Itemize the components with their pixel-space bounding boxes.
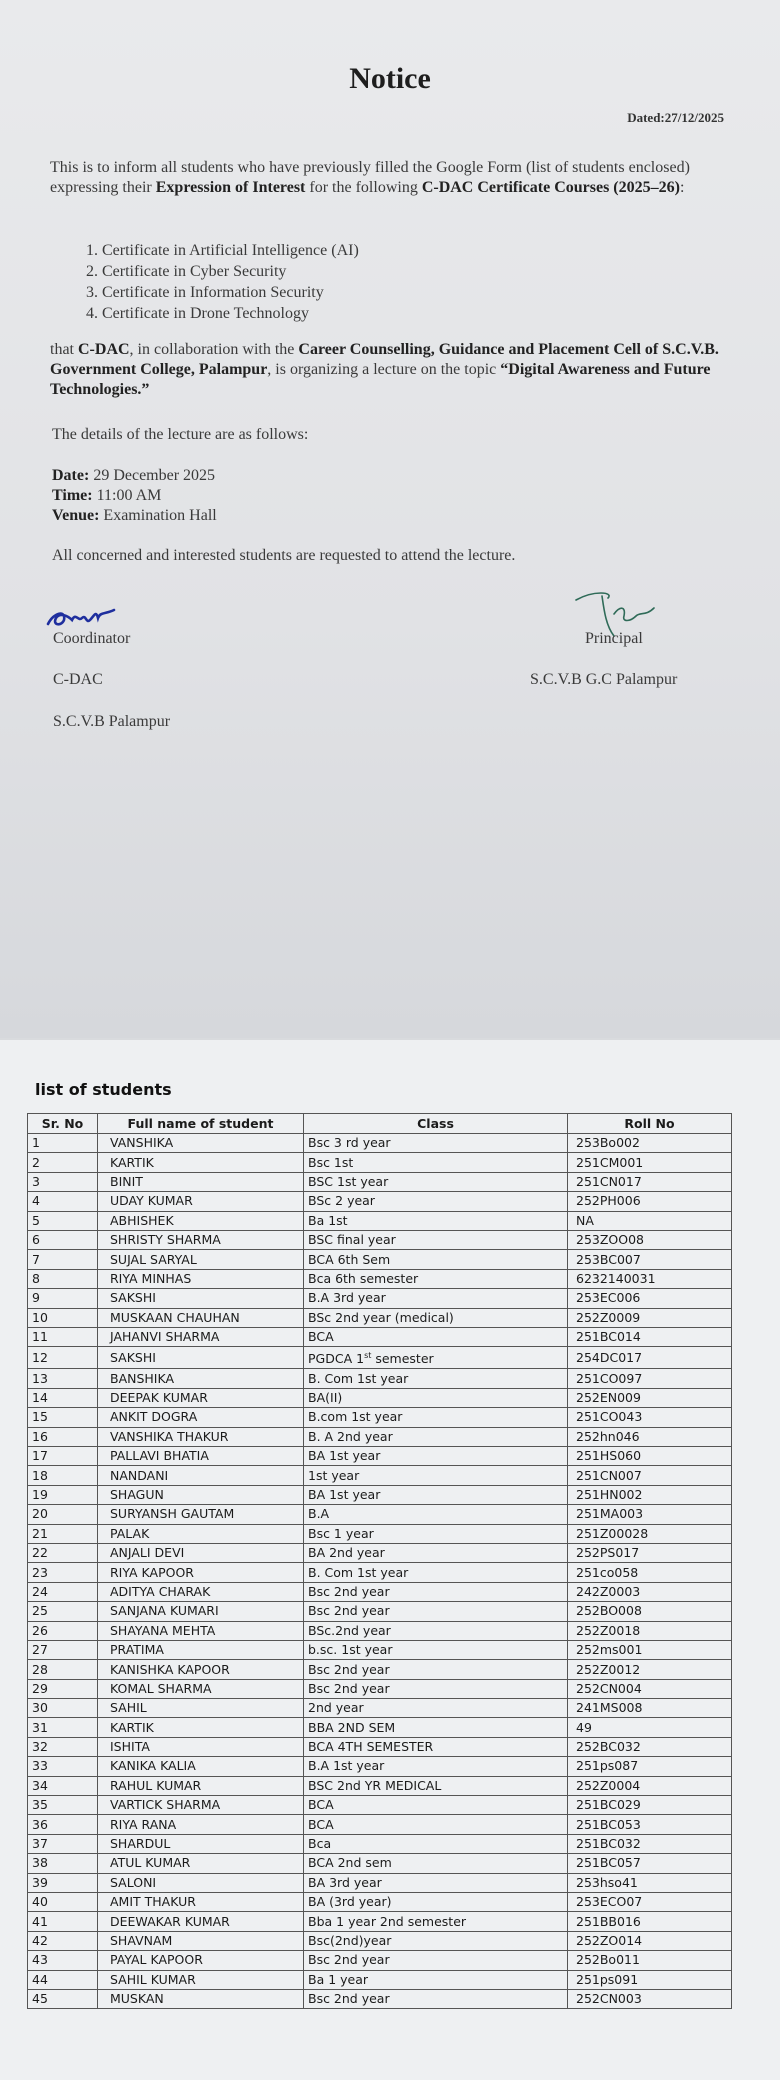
sr-no-cell: 20: [28, 1505, 98, 1524]
sr-no-cell: 29: [28, 1679, 98, 1698]
venue-label: Venue:: [52, 507, 100, 524]
student-name-cell: SAKSHI: [98, 1347, 304, 1369]
sr-no-cell: 12: [28, 1347, 98, 1369]
table-row: [28, 1970, 732, 1989]
course-item: 2. Certificate in Cyber Security: [102, 261, 359, 282]
intro-text-1: This is to inform all students who have previously filled the Google Form (list of students enclosed) expressing their: [50, 159, 690, 196]
roll-no-cell: 251CO097: [568, 1369, 732, 1388]
student-name-cell: SAKSHI: [98, 1289, 304, 1308]
roll-no-cell: 251HS060: [568, 1447, 732, 1466]
student-name-cell: RAHUL KUMAR: [98, 1776, 304, 1795]
table-row: [28, 1621, 732, 1640]
student-name-cell: KOMAL SHARMA: [98, 1679, 304, 1698]
coordinator-title: Coordinator: [53, 630, 131, 647]
table-row: [28, 1873, 732, 1892]
p2-text-3: , is organizing a lecture on the topic: [267, 361, 501, 378]
student-name-cell: NANDANI: [98, 1466, 304, 1485]
student-name-cell: PALAK: [98, 1524, 304, 1543]
sr-no-cell: 27: [28, 1640, 98, 1659]
roll-no-cell: 252ZO014: [568, 1931, 732, 1950]
student-name-cell: ABHISHEK: [98, 1211, 304, 1230]
table-row: [28, 1172, 732, 1191]
class-cell: Bsc 2nd year: [304, 1989, 568, 2008]
table-row: [28, 1230, 732, 1249]
venue-value: Examination Hall: [99, 507, 217, 524]
class-cell: BCA 4TH SEMESTER: [304, 1737, 568, 1756]
sr-no-cell: 41: [28, 1912, 98, 1931]
sr-no-cell: 43: [28, 1951, 98, 1970]
roll-no-cell: NA: [568, 1211, 732, 1230]
table-row: [28, 1854, 732, 1873]
student-list-title: list of students: [35, 1080, 172, 1099]
roll-no-cell: 253EC006: [568, 1289, 732, 1308]
header-class: Class: [304, 1114, 568, 1134]
roll-no-cell: 252Z0018: [568, 1621, 732, 1640]
sr-no-cell: 45: [28, 1989, 98, 2008]
table-row: [28, 1447, 732, 1466]
sr-no-cell: 19: [28, 1485, 98, 1504]
class-cell: Bsc(2nd)year: [304, 1931, 568, 1950]
roll-no-cell: 251ps087: [568, 1757, 732, 1776]
table-row: [28, 1563, 732, 1582]
student-name-cell: VANSHIKA: [98, 1134, 304, 1153]
student-name-cell: AMIT THAKUR: [98, 1893, 304, 1912]
class-cell: Bsc 1 year: [304, 1524, 568, 1543]
student-name-cell: SHARDUL: [98, 1834, 304, 1853]
class-superscript: st: [364, 1351, 372, 1361]
class-cell: BCA: [304, 1327, 568, 1346]
p2-bold-1: C-DAC: [78, 341, 130, 358]
table-row: [28, 1505, 732, 1524]
table-row: [28, 1776, 732, 1795]
class-cell: BSc 2nd year (medical): [304, 1308, 568, 1327]
time-label: Time:: [52, 487, 93, 504]
closing-line: All concerned and interested students are requested to attend the lecture.: [52, 547, 516, 564]
notice-title: Notice: [349, 62, 431, 95]
sr-no-cell: 37: [28, 1834, 98, 1853]
class-cell: BA 3rd year: [304, 1873, 568, 1892]
roll-no-cell: 251BC057: [568, 1854, 732, 1873]
student-name-cell: MUSKAAN CHAUHAN: [98, 1308, 304, 1327]
table-row: [28, 1582, 732, 1601]
notice-date: Dated:27/12/2025: [627, 110, 724, 125]
student-name-cell: BANSHIKA: [98, 1369, 304, 1388]
intro-text-2: for the following: [305, 179, 422, 196]
class-cell: Bsc 2nd year: [304, 1660, 568, 1679]
class-cell: BSC 1st year: [304, 1172, 568, 1191]
time-value: 11:00 AM: [92, 487, 162, 504]
class-cell: BCA: [304, 1796, 568, 1815]
table-row: [28, 1640, 732, 1659]
date-line: [52, 467, 215, 485]
sr-no-cell: 44: [28, 1970, 98, 1989]
coordinator-signature-icon: [42, 598, 122, 632]
sr-no-cell: 2: [28, 1153, 98, 1172]
sr-no-cell: 42: [28, 1931, 98, 1950]
class-cell: Bsc 3 rd year: [304, 1134, 568, 1153]
details-intro: The details of the lecture are as follows:: [52, 426, 309, 443]
p2-text-2: , in collaboration with the: [129, 341, 299, 358]
class-cell: b.sc. 1st year: [304, 1640, 568, 1659]
class-cell: BA 1st year: [304, 1447, 568, 1466]
class-cell: Bca: [304, 1834, 568, 1853]
student-name-cell: SHAGUN: [98, 1485, 304, 1504]
class-cell: Ba 1st: [304, 1211, 568, 1230]
sr-no-cell: 14: [28, 1388, 98, 1407]
student-name-cell: SUJAL SARYAL: [98, 1250, 304, 1269]
table-row: [28, 1427, 732, 1446]
table-row: [28, 1327, 732, 1346]
class-cell: Bba 1 year 2nd semester: [304, 1912, 568, 1931]
header-sr-no: Sr. No: [28, 1114, 98, 1134]
student-name-cell: ANKIT DOGRA: [98, 1408, 304, 1427]
sr-no-cell: 9: [28, 1289, 98, 1308]
sr-no-cell: 30: [28, 1699, 98, 1718]
class-cell: BCA: [304, 1815, 568, 1834]
course-item: 3. Certificate in Information Security: [102, 282, 359, 303]
lecture-paragraph: [50, 340, 720, 400]
table-row: [28, 1369, 732, 1388]
student-name-cell: PRATIMA: [98, 1640, 304, 1659]
student-name-cell: SHRISTY SHARMA: [98, 1230, 304, 1249]
sr-no-cell: 1: [28, 1134, 98, 1153]
sr-no-cell: 11: [28, 1327, 98, 1346]
class-cell: B. Com 1st year: [304, 1563, 568, 1582]
sr-no-cell: 40: [28, 1893, 98, 1912]
sr-no-cell: 31: [28, 1718, 98, 1737]
class-cell: BA 2nd year: [304, 1543, 568, 1562]
table-row: [28, 1699, 732, 1718]
table-row: [28, 1134, 732, 1153]
table-row: [28, 1308, 732, 1327]
sr-no-cell: 18: [28, 1466, 98, 1485]
class-cell: BA(II): [304, 1388, 568, 1407]
student-name-cell: KANISHKA KAPOOR: [98, 1660, 304, 1679]
class-cell: Bsc 2nd year: [304, 1951, 568, 1970]
sr-no-cell: 35: [28, 1796, 98, 1815]
student-name-cell: SHAYANA MEHTA: [98, 1621, 304, 1640]
class-cell: [304, 1347, 568, 1369]
student-name-cell: BINIT: [98, 1172, 304, 1191]
roll-no-cell: 252CN004: [568, 1679, 732, 1698]
student-name-cell: KANIKA KALIA: [98, 1757, 304, 1776]
class-text: semester: [371, 1351, 434, 1367]
sr-no-cell: 24: [28, 1582, 98, 1601]
roll-no-cell: 252PS017: [568, 1543, 732, 1562]
student-name-cell: VANSHIKA THAKUR: [98, 1427, 304, 1446]
class-cell: B.com 1st year: [304, 1408, 568, 1427]
sr-no-cell: 4: [28, 1192, 98, 1211]
sr-no-cell: 34: [28, 1776, 98, 1795]
class-cell: B.A 1st year: [304, 1757, 568, 1776]
table-row: [28, 1679, 732, 1698]
sr-no-cell: 8: [28, 1269, 98, 1288]
sr-no-cell: 25: [28, 1602, 98, 1621]
roll-no-cell: 251Z00028: [568, 1524, 732, 1543]
table-row: [28, 1466, 732, 1485]
table-row: [28, 1289, 732, 1308]
principal-title: Principal: [585, 630, 643, 647]
intro-paragraph: [50, 158, 720, 198]
roll-no-cell: 253ECO07: [568, 1893, 732, 1912]
sr-no-cell: 13: [28, 1369, 98, 1388]
roll-no-cell: 252BO008: [568, 1602, 732, 1621]
class-cell: B.A: [304, 1505, 568, 1524]
class-cell: B.A 3rd year: [304, 1289, 568, 1308]
student-name-cell: KARTIK: [98, 1718, 304, 1737]
header-full-name: Full name of student: [98, 1114, 304, 1134]
roll-no-cell: 252PH006: [568, 1192, 732, 1211]
student-name-cell: ANJALI DEVI: [98, 1543, 304, 1562]
table-row: [28, 1347, 732, 1369]
roll-no-cell: 252CN003: [568, 1989, 732, 2008]
class-cell: BSC final year: [304, 1230, 568, 1249]
roll-no-cell: 252Bo011: [568, 1951, 732, 1970]
course-item: 4. Certificate in Drone Technology: [102, 303, 359, 324]
table-row: [28, 1931, 732, 1950]
sr-no-cell: 33: [28, 1757, 98, 1776]
roll-no-cell: 251HN002: [568, 1485, 732, 1504]
table-row: [28, 1912, 732, 1931]
student-name-cell: VARTICK SHARMA: [98, 1796, 304, 1815]
roll-no-cell: 252Z0012: [568, 1660, 732, 1679]
roll-no-cell: 251co058: [568, 1563, 732, 1582]
table-row: [28, 1269, 732, 1288]
student-name-cell: SURYANSH GAUTAM: [98, 1505, 304, 1524]
table-row: [28, 1757, 732, 1776]
table-row: [28, 1250, 732, 1269]
student-name-cell: MUSKAN: [98, 1989, 304, 2008]
course-item: 1. Certificate in Artificial Intelligence (AI): [102, 240, 359, 261]
roll-no-cell: 241MS008: [568, 1699, 732, 1718]
sr-no-cell: 23: [28, 1563, 98, 1582]
class-cell: Ba 1 year: [304, 1970, 568, 1989]
class-cell: BSc 2 year: [304, 1192, 568, 1211]
roll-no-cell: 252ms001: [568, 1640, 732, 1659]
student-name-cell: PAYAL KAPOOR: [98, 1951, 304, 1970]
student-name-cell: SAHIL: [98, 1699, 304, 1718]
header-roll-no: Roll No: [568, 1114, 732, 1134]
table-row: [28, 1211, 732, 1230]
roll-no-cell: 6232140031: [568, 1269, 732, 1288]
sr-no-cell: 5: [28, 1211, 98, 1230]
student-name-cell: RIYA MINHAS: [98, 1269, 304, 1288]
principal-org: S.C.V.B G.C Palampur: [530, 671, 678, 688]
table-row: [28, 1192, 732, 1211]
sr-no-cell: 38: [28, 1854, 98, 1873]
roll-no-cell: 253Bo002: [568, 1134, 732, 1153]
table-row: [28, 1524, 732, 1543]
roll-no-cell: 251BC053: [568, 1815, 732, 1834]
sr-no-cell: 39: [28, 1873, 98, 1892]
class-cell: Bsc 2nd year: [304, 1582, 568, 1601]
student-name-cell: KARTIK: [98, 1153, 304, 1172]
roll-no-cell: 252Z0009: [568, 1308, 732, 1327]
roll-no-cell: 251CN007: [568, 1466, 732, 1485]
roll-no-cell: 254DC017: [568, 1347, 732, 1369]
table-row: [28, 1602, 732, 1621]
class-cell: BA (3rd year): [304, 1893, 568, 1912]
student-name-cell: RIYA RANA: [98, 1815, 304, 1834]
roll-no-cell: 251CN017: [568, 1172, 732, 1191]
roll-no-cell: 251BB016: [568, 1912, 732, 1931]
sr-no-cell: 10: [28, 1308, 98, 1327]
student-name-cell: SALONI: [98, 1873, 304, 1892]
roll-no-cell: 251BC014: [568, 1327, 732, 1346]
sr-no-cell: 7: [28, 1250, 98, 1269]
date-value: 29 December 2025: [89, 467, 216, 484]
table-row: [28, 1153, 732, 1172]
roll-no-cell: 242Z0003: [568, 1582, 732, 1601]
table-row: [28, 1718, 732, 1737]
students-table: [27, 1113, 732, 2009]
intro-bold-1: Expression of Interest: [155, 179, 306, 196]
class-cell: BCA 2nd sem: [304, 1854, 568, 1873]
class-cell: Bsc 2nd year: [304, 1602, 568, 1621]
p2-bold-2: Career Counselling, Guidance and Placement Cell of S.C.V.B. Government College, Palampur: [50, 341, 719, 378]
table-row: [28, 1388, 732, 1407]
table-row: [28, 1989, 732, 2008]
student-name-cell: ADITYA CHARAK: [98, 1582, 304, 1601]
sr-no-cell: 6: [28, 1230, 98, 1249]
table-row: [28, 1543, 732, 1562]
student-name-cell: RIYA KAPOOR: [98, 1563, 304, 1582]
sr-no-cell: 17: [28, 1447, 98, 1466]
student-name-cell: DEEWAKAR KUMAR: [98, 1912, 304, 1931]
class-cell: B. A 2nd year: [304, 1427, 568, 1446]
student-name-cell: UDAY KUMAR: [98, 1192, 304, 1211]
roll-no-cell: 251CO043: [568, 1408, 732, 1427]
roll-no-cell: 253ZOO08: [568, 1230, 732, 1249]
roll-no-cell: 251BC029: [568, 1796, 732, 1815]
roll-no-cell: 251ps091: [568, 1970, 732, 1989]
sr-no-cell: 28: [28, 1660, 98, 1679]
roll-no-cell: 252Z0004: [568, 1776, 732, 1795]
class-cell: B. Com 1st year: [304, 1369, 568, 1388]
table-row: [28, 1834, 732, 1853]
table-row: [28, 1815, 732, 1834]
student-name-cell: DEEPAK KUMAR: [98, 1388, 304, 1407]
roll-no-cell: 253hso41: [568, 1873, 732, 1892]
sr-no-cell: 16: [28, 1427, 98, 1446]
student-name-cell: SAHIL KUMAR: [98, 1970, 304, 1989]
table-row: [28, 1485, 732, 1504]
p2-text-1: that: [50, 341, 78, 358]
sr-no-cell: 3: [28, 1172, 98, 1191]
p2-bold-3: “Digital Awareness and Future Technologies.”: [50, 361, 711, 398]
student-name-cell: SHAVNAM: [98, 1931, 304, 1950]
table-row: [28, 1893, 732, 1912]
coordinator-org: C-DAC: [53, 671, 103, 688]
table-row: [28, 1737, 732, 1756]
roll-no-cell: 253BC007: [568, 1250, 732, 1269]
sr-no-cell: 26: [28, 1621, 98, 1640]
roll-no-cell: 251CM001: [568, 1153, 732, 1172]
student-name-cell: SANJANA KUMARI: [98, 1602, 304, 1621]
class-cell: BA 1st year: [304, 1485, 568, 1504]
sr-no-cell: 36: [28, 1815, 98, 1834]
class-cell: Bsc 1st: [304, 1153, 568, 1172]
student-name-cell: ATUL KUMAR: [98, 1854, 304, 1873]
roll-no-cell: 252BC032: [568, 1737, 732, 1756]
student-name-cell: ISHITA: [98, 1737, 304, 1756]
table-row: [28, 1796, 732, 1815]
table-row: [28, 1951, 732, 1970]
intro-bold-2: C-DAC Certificate Courses (2025–26): [421, 179, 680, 196]
student-name-cell: PALLAVI BHATIA: [98, 1447, 304, 1466]
roll-no-cell: 251BC032: [568, 1834, 732, 1853]
roll-no-cell: 49: [568, 1718, 732, 1737]
class-cell: BSC 2nd YR MEDICAL: [304, 1776, 568, 1795]
venue-line: [52, 507, 217, 525]
class-cell: BSc.2nd year: [304, 1621, 568, 1640]
class-cell: Bsc 2nd year: [304, 1679, 568, 1698]
class-text: PGDCA 1: [308, 1351, 365, 1367]
table-row: [28, 1660, 732, 1679]
sr-no-cell: 15: [28, 1408, 98, 1427]
class-cell: BCA 6th Sem: [304, 1250, 568, 1269]
coordinator-place: S.C.V.B Palampur: [53, 713, 171, 730]
table-header-row: [28, 1114, 732, 1134]
notice-page: [0, 0, 780, 1038]
sr-no-cell: 21: [28, 1524, 98, 1543]
class-cell: BBA 2ND SEM: [304, 1718, 568, 1737]
time-line: [52, 487, 161, 505]
date-label: Date:: [52, 467, 90, 484]
sr-no-cell: 32: [28, 1737, 98, 1756]
class-cell: 1st year: [304, 1466, 568, 1485]
roll-no-cell: 252EN009: [568, 1388, 732, 1407]
class-cell: Bca 6th semester: [304, 1269, 568, 1288]
sr-no-cell: 22: [28, 1543, 98, 1562]
course-list: [76, 240, 359, 324]
student-name-cell: JAHANVI SHARMA: [98, 1327, 304, 1346]
roll-no-cell: 251MA003: [568, 1505, 732, 1524]
roll-no-cell: 252hn046: [568, 1427, 732, 1446]
table-row: [28, 1408, 732, 1427]
intro-text-3: :: [679, 179, 685, 196]
class-cell: 2nd year: [304, 1699, 568, 1718]
